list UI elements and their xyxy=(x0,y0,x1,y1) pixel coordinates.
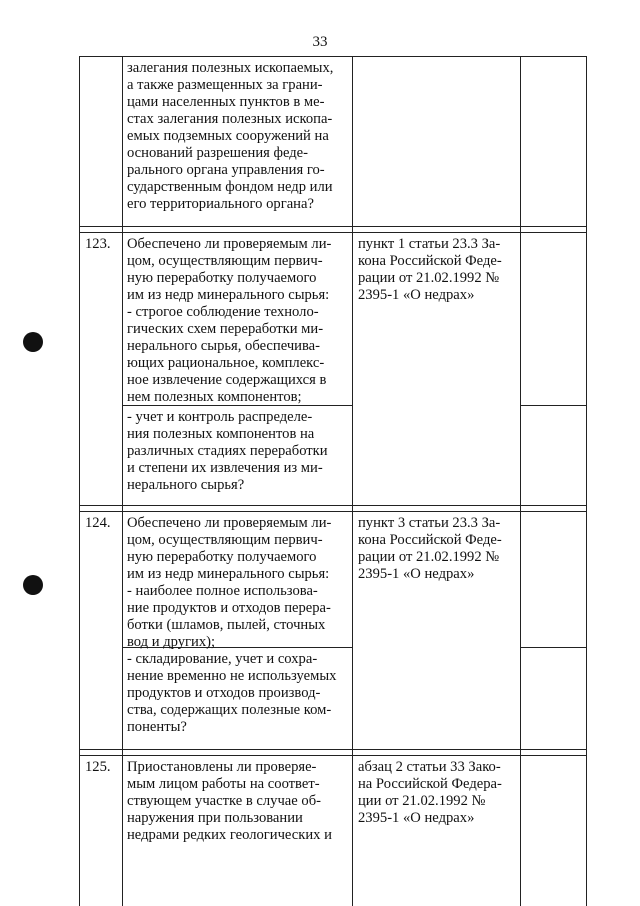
table-border-left xyxy=(79,56,80,906)
question-text: Обеспечено ли проверяемым ли- цом, осуществляющим первич- ную переработку получаемого им из недр минерального сырья: - строгое соблюдение техноло- гических схем переработки ми- нерального сырья, обеспечива- ющих рациональное, комплекс- ное извлечение содержащихся в нем полезных компонентов; xyxy=(127,236,332,405)
row-divider xyxy=(79,749,587,750)
question-subitem-text: - складирование, учет и сохра- нение временно не используемых продуктов и отходов производ- ства, содержащих полезные ком- поненты? xyxy=(127,651,337,735)
subrow-divider xyxy=(520,647,587,648)
row-number: 123. xyxy=(85,236,111,252)
binder-hole-top xyxy=(23,332,43,352)
table-border-right xyxy=(586,56,587,906)
legal-reference: абзац 2 статьи 33 Зако- на Российской Федера- ции от 21.02.1992 № 2395-1 «О недрах» xyxy=(358,759,502,826)
question-text: Приостановлены ли проверяе- мым лицом работы на соответ- ствующем участке в случае об- наружения при пользовании недрами редких геологических и xyxy=(127,759,332,843)
row-divider xyxy=(79,755,587,756)
column-divider-question xyxy=(352,56,353,906)
column-divider-number xyxy=(122,56,123,906)
question-text: Обеспечено ли проверяемым ли- цом, осуществляющим первич- ную переработку получаемого им из недр минерального сырья: - наиболее полное использова- ние продуктов и отходов перера- ботки (шламов, пылей, сточных вод и других); xyxy=(127,515,332,650)
question-subitem-text: - учет и контроль распределе- ния полезных компонентов на различных стадиях переработки и степени их извлечения из ми- нерального сырья? xyxy=(127,409,328,493)
legal-reference: пункт 1 статьи 23.3 За- кона Российской Феде- рации от 21.02.1992 № 2395-1 «О недрах» xyxy=(358,236,502,303)
table-border-top xyxy=(79,56,587,57)
row-divider xyxy=(79,226,587,227)
row-number: 124. xyxy=(85,515,111,531)
subrow-divider xyxy=(520,405,587,406)
row-divider xyxy=(79,232,587,233)
binder-hole-bottom xyxy=(23,575,43,595)
legal-reference: пункт 3 статьи 23.3 За- кона Российской Феде- рации от 21.02.1992 № 2395-1 «О недрах» xyxy=(358,515,502,582)
question-text: залегания полезных ископаемых, а также размещенных за грани- цами населенных пунктов в ме- стах залегания полезных ископа- емых подземных сооружений на оснований разрешения феде- рального органа управления го- сударственным фондом недр или его территориального органа? xyxy=(127,60,334,212)
row-number: 125. xyxy=(85,759,111,775)
row-divider xyxy=(79,505,587,506)
column-divider-reference xyxy=(520,56,521,906)
page-number: 33 xyxy=(312,34,328,50)
row-divider xyxy=(79,511,587,512)
